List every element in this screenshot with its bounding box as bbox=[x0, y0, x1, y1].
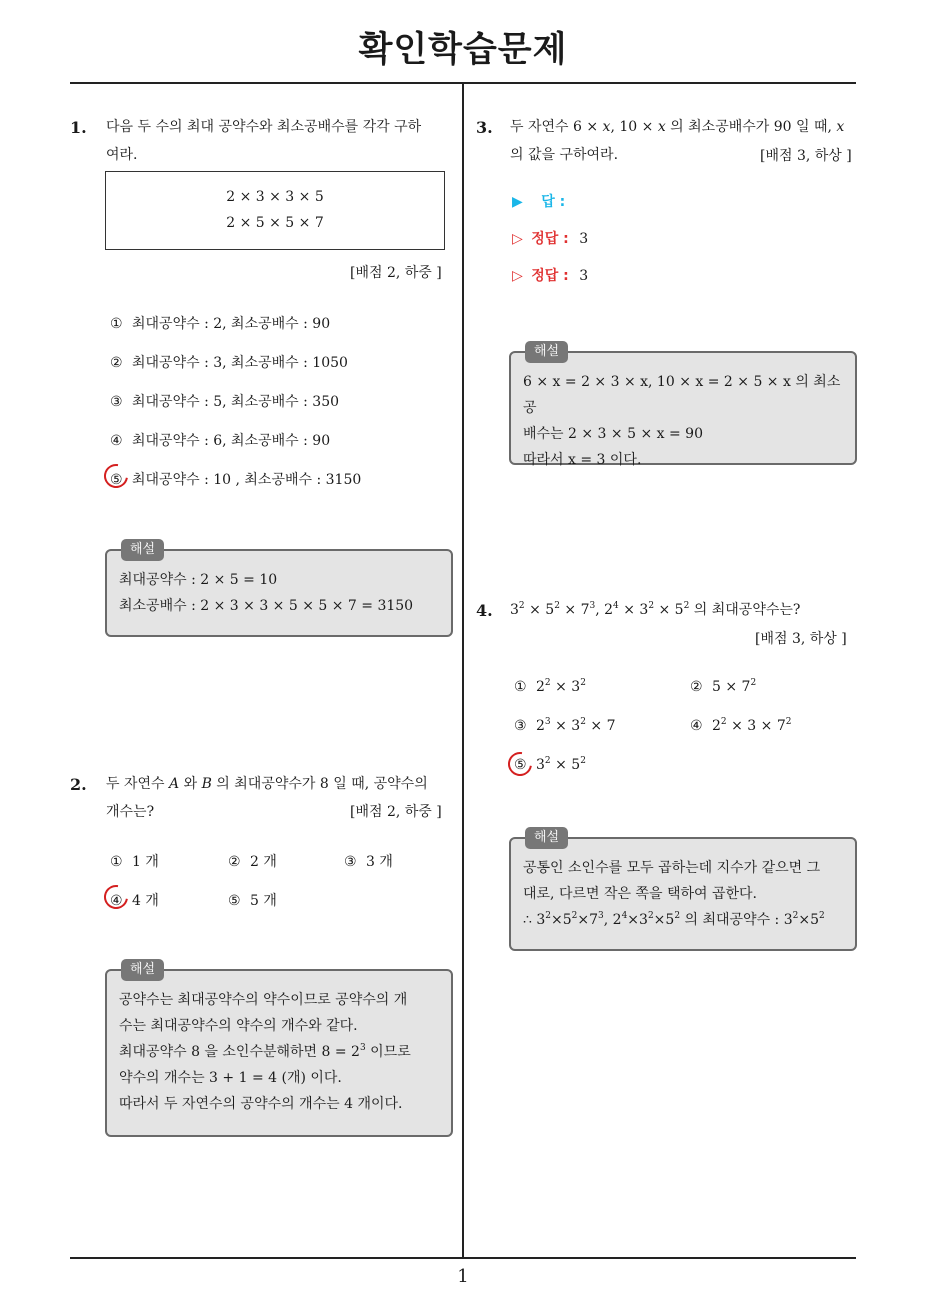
q4-solution-line2: 대로, 다르면 작은 쪽을 택하여 곱한다. bbox=[523, 886, 758, 902]
q4-option-2-text: $5 \times 7^2$ bbox=[712, 678, 757, 695]
q4-option-3[interactable] bbox=[514, 718, 615, 734]
page-number: 1 bbox=[457, 1266, 469, 1287]
q3-correct-row-2 bbox=[512, 265, 588, 285]
q4-option-4-mark: ④ bbox=[690, 718, 703, 734]
q2-text-post: 의 최대공약수가 8 일 때, 공약수의 bbox=[211, 776, 428, 792]
q1-option-4-text: 최대공약수 : 6, 최소공배수 : 90 bbox=[132, 433, 331, 449]
q2-solution-box bbox=[105, 962, 453, 1137]
q2-text-line2: 개수는? bbox=[106, 804, 155, 820]
q3-answer-label: 답 : bbox=[541, 194, 566, 210]
q1-text-line1: 다음 두 수의 최대 공약수와 최소공배수를 각각 구하 bbox=[106, 119, 422, 135]
q3-solution-line1: 6 × x = 2 × 3 × x, 10 × x = 2 × 5 × x 의 최소공 bbox=[523, 374, 841, 416]
q3-var-x: x bbox=[602, 119, 611, 135]
q3-text-line2: 의 값을 구하여라. bbox=[510, 147, 619, 163]
q3-solution-line3: 따라서 x = 3 이다. bbox=[523, 452, 642, 468]
q1-option-5[interactable] bbox=[110, 469, 361, 489]
q2-var-b: B bbox=[201, 776, 212, 792]
q4-solution-tag: 해설 bbox=[525, 827, 568, 849]
q4-solution-line3: ∴ $3^2\times 5^2\times 7^3$, $2^4\times 3^2\times 5^2$ 의 최대공약수 : $3^2\times 5^2$ bbox=[523, 911, 825, 928]
q2-score: [배점 2, 하중 ] bbox=[350, 804, 442, 820]
q4-option-2-mark: ② bbox=[690, 679, 703, 695]
q2-option-3-mark: ③ bbox=[344, 854, 357, 870]
q1-option-5-text: 최대공약수 : 10 , 최소공배수 : 3150 bbox=[132, 472, 362, 488]
q2-solution-line3-pre: 최대공약수 8 을 소인수분해하면 8 = 2 bbox=[119, 1044, 360, 1060]
q1-option-2[interactable] bbox=[110, 352, 348, 372]
q1-option-4[interactable] bbox=[110, 430, 330, 450]
q2-solution-line3-post: 이므로 bbox=[365, 1044, 411, 1060]
q1-option-3[interactable] bbox=[110, 391, 339, 411]
q1-box-line2: 2 × 5 × 5 × 7 bbox=[226, 215, 324, 231]
q3-solution-tag: 해설 bbox=[525, 341, 568, 363]
q1-solution-box bbox=[105, 542, 453, 637]
q1-text bbox=[106, 113, 456, 169]
q1-option-1[interactable] bbox=[110, 313, 330, 333]
q2-option-5-text: 5 개 bbox=[250, 893, 277, 909]
q4-option-3-text: $2^3 \times 3^2 \times 7$ bbox=[536, 717, 616, 734]
q1-option-3-text: 최대공약수 : 5, 최소공배수 : 350 bbox=[132, 394, 340, 410]
q2-option-1-mark: ① bbox=[110, 854, 123, 870]
q1-solution-line1: 최대공약수 : 2 × 5 = 10 bbox=[119, 572, 278, 588]
q2-option-5[interactable] bbox=[228, 890, 277, 910]
q3-var-x: x bbox=[836, 119, 845, 135]
q3-number: 3. bbox=[476, 118, 493, 137]
q4-solution-box bbox=[509, 830, 857, 951]
q3-text-line1 bbox=[510, 113, 860, 141]
q2-option-1[interactable] bbox=[110, 851, 159, 871]
q2-solution-line5: 따라서 두 자연수의 공약수의 개수는 4 개이다. bbox=[119, 1096, 403, 1112]
q2-text-mid: 와 bbox=[179, 776, 202, 792]
q2-solution-line1: 공약수는 최대공약수의 약수이므로 공약수의 개 bbox=[119, 992, 408, 1008]
q1-math-box bbox=[105, 171, 445, 250]
selected-choice-icon bbox=[503, 747, 536, 780]
q3-solution-box bbox=[509, 344, 857, 468]
page-title: 확인학습문제 bbox=[358, 30, 568, 70]
triangle-outline-icon: ▷ bbox=[512, 268, 523, 284]
q1-solution-line2: 최소공배수 : 2 × 3 × 3 × 5 × 5 × 7 = 3150 bbox=[119, 598, 414, 614]
triangle-filled-icon: ▶ bbox=[512, 194, 523, 210]
q1-box-line1: 2 × 3 × 3 × 5 bbox=[226, 189, 324, 205]
q2-option-3-text: 3 개 bbox=[366, 854, 393, 870]
q2-option-1-text: 1 개 bbox=[132, 854, 159, 870]
q1-option-1-text: 최대공약수 : 2, 최소공배수 : 90 bbox=[132, 316, 331, 332]
q1-option-5-mark: ⑤ bbox=[110, 472, 123, 488]
q4-option-5-text: $3^2 \times 5^2$ bbox=[536, 756, 586, 773]
q2-solution-line3 bbox=[119, 1039, 439, 1065]
q2-solution-line3-exp: 3 bbox=[359, 1043, 366, 1053]
q4-option-5-mark: ⑤ bbox=[514, 757, 527, 773]
q1-score: [배점 2, 하중 ] bbox=[350, 265, 442, 281]
triangle-outline-icon: ▷ bbox=[512, 231, 523, 247]
q2-solution-line4: 약수의 개수는 3 + 1 = 4 (개) 이다. bbox=[119, 1070, 342, 1086]
q2-option-2-mark: ② bbox=[228, 854, 241, 870]
q4-option-2[interactable] bbox=[690, 679, 756, 695]
q3-correct-label: 정답 : bbox=[531, 231, 569, 247]
q4-option-1-text: $2^2 \times 3^2$ bbox=[536, 678, 586, 695]
q3-correct-value-2: 3 bbox=[579, 268, 589, 284]
q1-option-2-mark: ② bbox=[110, 355, 123, 371]
q3-var-x: x bbox=[657, 119, 666, 135]
q3-text-mid: , 10 × bbox=[610, 119, 658, 135]
q2-text-pre: 두 자연수 bbox=[106, 776, 169, 792]
q3-correct-label-2: 정답 : bbox=[531, 268, 569, 284]
q3-answer-row[interactable] bbox=[512, 191, 565, 211]
q2-solution-line2: 수는 최대공약수의 약수의 개수와 같다. bbox=[119, 1018, 358, 1034]
q2-option-4-text: 4 개 bbox=[132, 893, 159, 909]
q4-option-4-text: $2^2 \times 3 \times 7^2$ bbox=[712, 717, 792, 734]
q3-correct-row-1 bbox=[512, 228, 588, 248]
q4-solution-line3-suffix: 의 최대공약수 : bbox=[680, 912, 784, 928]
q4-expression: $3^2 \times 5^2 \times 7^3$, $2^4 \times 3^2 \times 5^2$ bbox=[510, 601, 690, 618]
q4-option-3-mark: ③ bbox=[514, 718, 527, 734]
column-divider bbox=[462, 84, 464, 1257]
q3-correct-value: 3 bbox=[579, 231, 589, 247]
q3-text-pre: 두 자연수 6 × bbox=[510, 119, 603, 135]
bottom-rule bbox=[70, 1257, 856, 1259]
q4-question-suffix: 의 최대공약수는? bbox=[689, 602, 801, 618]
q1-text-line2: 여라. bbox=[106, 147, 138, 163]
q2-option-2-text: 2 개 bbox=[250, 854, 277, 870]
q1-option-2-text: 최대공약수 : 3, 최소공배수 : 1050 bbox=[132, 355, 348, 371]
q4-score: [배점 3, 하상 ] bbox=[755, 631, 847, 647]
q2-option-2[interactable] bbox=[228, 851, 277, 871]
q1-option-1-mark: ① bbox=[110, 316, 123, 332]
q4-solution-line1: 공통인 소인수를 모두 곱하는데 지수가 같으면 그 bbox=[523, 860, 821, 876]
q1-solution-tag: 해설 bbox=[121, 539, 164, 561]
q1-number: 1. bbox=[70, 118, 87, 137]
q4-number: 4. bbox=[476, 601, 493, 620]
q3-solution-line2: 배수는 2 × 3 × 5 × x = 90 bbox=[523, 426, 703, 442]
q2-solution-tag: 해설 bbox=[121, 959, 164, 981]
q1-option-3-mark: ③ bbox=[110, 394, 123, 410]
q2-option-4-mark: ④ bbox=[110, 893, 123, 909]
q3-text-post: 의 최소공배수가 90 일 때, bbox=[665, 119, 837, 135]
q2-var-a: A bbox=[169, 776, 180, 792]
q3-score: [배점 3, 하상 ] bbox=[760, 148, 852, 164]
q2-option-5-mark: ⑤ bbox=[228, 893, 241, 909]
q2-number: 2. bbox=[70, 775, 87, 794]
q4-option-4[interactable] bbox=[690, 718, 791, 734]
q4-option-1-mark: ① bbox=[514, 679, 527, 695]
q2-option-3[interactable] bbox=[344, 851, 393, 871]
q2-text-line1 bbox=[106, 770, 456, 798]
q4-option-1[interactable] bbox=[514, 679, 586, 695]
q4-text bbox=[510, 596, 860, 624]
q1-option-4-mark: ④ bbox=[110, 433, 123, 449]
